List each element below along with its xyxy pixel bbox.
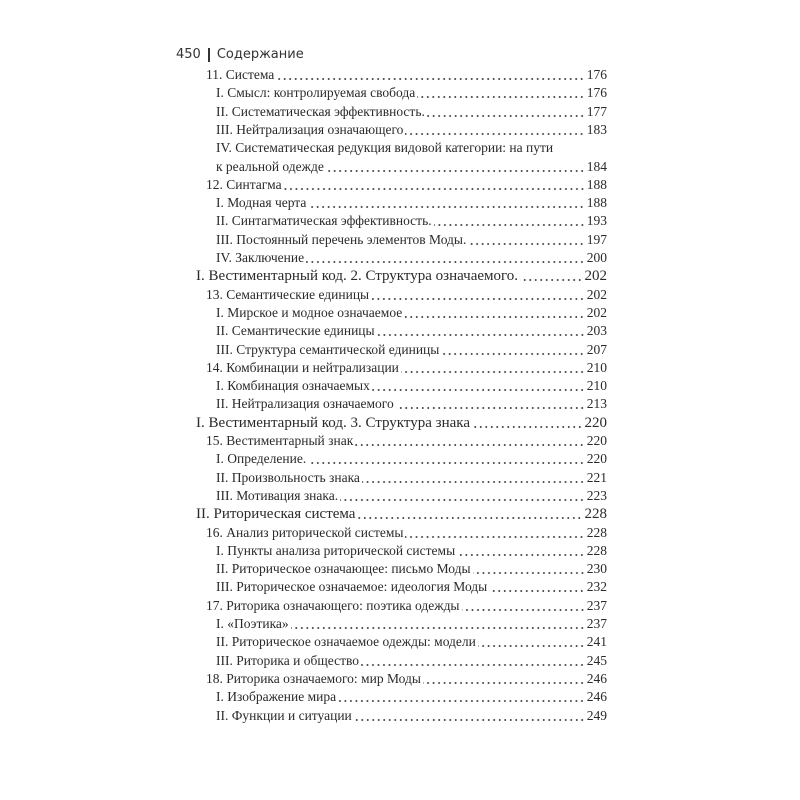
header-section-title: Содержание [216,47,304,62]
toc-entry-title: II. Систематическая эффективность. [216,103,425,119]
toc-entry-page: 213 [586,396,607,412]
dot-leader [405,133,584,135]
toc-entry-title: III. Мотивация знака. [216,487,339,503]
dot-leader [340,499,585,501]
dot-leader [354,719,585,721]
toc-entry-title: 14. Комбинации и нейтрализации [206,359,399,375]
toc-entry-title-line: IV. Систематическая редукция видовой категории: на пути [216,140,554,156]
toc-entry-title: 12. Синтагма [206,176,282,192]
toc-entry-page: 232 [586,579,607,595]
toc-entry[interactable] [216,707,607,725]
toc-entry[interactable] [216,578,607,596]
dot-leader [427,115,585,117]
header-divider [208,48,210,62]
toc-entry-title: I. Вестиментарный код. 3. Структура знака [196,414,470,431]
toc-entry-title: I. Вестиментарный код. 2. Структура означаемого. [196,268,519,285]
dot-leader [357,517,582,519]
toc-entry[interactable] [216,395,607,413]
toc-entry[interactable] [216,103,607,121]
toc-entry-title: III. Риторика и общество [216,652,360,668]
toc-entry-page: 176 [586,85,607,101]
toc-entry-title: I. Модная черта [216,195,307,211]
dot-leader [462,609,585,611]
toc-entry-page: 237 [586,597,607,613]
toc-entry[interactable] [216,469,607,487]
dot-leader [423,682,585,684]
toc-entry[interactable] [216,542,607,560]
dot-leader [306,261,585,263]
toc-entry[interactable] [206,432,607,450]
dot-leader [478,645,585,647]
toc-entry[interactable] [216,231,607,249]
toc-entry-title: 13. Семантические единицы [206,286,370,302]
toc-entry-title: II. Риторическая система [196,506,356,523]
toc-entry[interactable] [216,633,607,651]
toc-entry-page: 249 [586,707,607,723]
toc-entry-page: 200 [586,250,607,265]
toc-entry[interactable] [196,267,607,285]
toc-entry[interactable] [216,212,607,230]
toc-entry[interactable] [206,524,607,542]
toc-entry[interactable] [206,597,607,615]
toc-entry[interactable] [216,249,607,267]
page-number: 450 [176,47,201,62]
toc-entry-page: 237 [586,616,607,631]
dot-leader [326,170,585,172]
dot-leader [417,96,585,98]
toc-entry-page: 221 [586,469,607,485]
toc-entry[interactable] [216,304,607,322]
toc-entry-page: 203 [586,323,607,339]
toc-entry-page: 183 [586,121,607,137]
toc-entry-title: II. Семантические единицы [216,323,375,339]
dot-leader [362,481,585,483]
toc-entry-title: II. Произвольность знака [216,469,360,485]
dot-leader [355,444,584,446]
toc-entry[interactable] [216,450,607,468]
dot-leader [338,700,585,702]
toc-entry[interactable] [216,84,607,102]
toc-entry[interactable] [216,487,607,505]
toc-entry-page: 223 [586,487,607,503]
toc-entry-page: 241 [586,634,607,650]
toc-entry-page: 220 [584,414,607,431]
dot-leader [489,590,585,592]
dot-leader [404,316,585,318]
toc-entry-title: I. Смысл: контролируемая свобода [216,85,416,101]
toc-entry-title: III. Структура семантической единицы [216,341,440,357]
dot-leader [396,407,585,409]
toc-entry-page: 176 [586,67,607,82]
dot-leader [291,627,585,629]
dot-leader [371,298,585,300]
toc-entry-page: 228 [586,542,607,558]
toc-entry-title: II. Синтагматическая эффективность. [216,213,432,229]
toc-entry-title: к реальной одежде [216,158,324,174]
toc-entry-title: I. Мирское и модное означаемое [216,304,403,320]
dot-leader [308,462,585,464]
toc-entry-title: I. Определение. [216,451,307,467]
toc-entry-page: 230 [586,561,607,577]
dot-leader [473,572,585,574]
toc-entry-page: 184 [586,158,607,174]
dot-leader [520,279,582,281]
dot-leader [284,188,585,190]
toc-entry-title: 16. Анализ риторической системы [206,524,404,540]
toc-entry[interactable] [206,66,607,84]
toc-entry[interactable] [216,615,607,633]
toc-entry-page: 197 [586,231,607,247]
dot-leader [276,78,584,80]
toc-entry-page: 228 [584,506,607,523]
toc-entry-page: 246 [586,689,607,705]
toc-entry-title: I. Изображение мира [216,689,337,705]
dot-leader [405,536,584,538]
dot-leader [457,554,585,556]
toc-entry-page: 188 [586,195,607,211]
toc-entry-page: 193 [586,213,607,229]
toc-entry[interactable] [216,688,607,706]
toc-entry-title: II. Риторическое означающее: письмо Моды [216,561,471,577]
toc-entry[interactable] [206,176,607,194]
toc-entry[interactable] [216,341,607,359]
toc-entry-page: 228 [586,524,607,540]
toc-entry-title: II. Функции и ситуации [216,707,352,723]
toc-entry[interactable] [196,505,607,523]
dot-leader [372,389,585,391]
toc-entry[interactable] [216,560,607,578]
dot-leader [361,664,585,666]
toc-entry-page: 202 [586,286,607,302]
toc-entry-title: 17. Риторика означающего: поэтика одежды [206,597,460,613]
toc-entry-title: III. Риторическое означаемое: идеология Моды [216,579,488,595]
toc-entry-page: 210 [586,359,607,375]
toc-entry[interactable] [216,121,607,139]
dot-leader [472,426,583,428]
toc-entry-title: IV. Заключение [216,250,305,265]
toc-entry-title: 18. Риторика означаемого: мир Моды [206,670,421,686]
dot-leader [441,353,584,355]
toc-entry[interactable] [206,670,607,688]
dot-leader [308,206,584,208]
running-header [176,47,304,62]
toc-entry[interactable] [206,286,607,304]
dot-leader [468,243,584,245]
toc-entry-page: 202 [586,304,607,320]
toc-entry[interactable] [206,359,607,377]
toc-entry-page: 188 [586,176,607,192]
toc-entry-title: 11. Система [206,67,275,82]
toc-entry-title: 15. Вестиментарный знак [206,433,354,448]
toc-entry[interactable] [216,377,607,395]
toc-entry[interactable] [196,414,607,432]
toc-entry-title: II. Риторическое означаемое одежды: модели [216,634,476,650]
toc-entry[interactable] [216,158,607,176]
toc-entry[interactable] [216,322,607,340]
dot-leader [401,371,585,373]
toc-entry-title: I. Пункты анализа риторической системы [216,542,456,558]
toc-entry-page: 245 [586,652,607,668]
toc-entry-page: 210 [586,378,607,394]
toc-entry-title: II. Нейтрализация означаемого [216,396,394,412]
toc-entry[interactable] [216,194,607,212]
toc-entry-page: 202 [584,268,607,285]
toc-entry-title: I. Комбинация означаемых [216,378,370,394]
toc-entry-title: III. Нейтрализация означающего [216,121,404,137]
toc-entry-page: 220 [586,433,607,448]
toc-entry-title: III. Постоянный перечень элементов Моды. [216,231,467,247]
toc-entry-title: I. «Поэтика» [216,616,289,631]
toc-entry-page: 220 [586,451,607,467]
dot-leader [377,334,585,336]
dot-leader [434,224,585,226]
toc-entry[interactable] [216,652,607,670]
toc-entry-page: 246 [586,670,607,686]
toc-entry-page: 207 [586,341,607,357]
toc-entry-page: 177 [586,103,607,119]
